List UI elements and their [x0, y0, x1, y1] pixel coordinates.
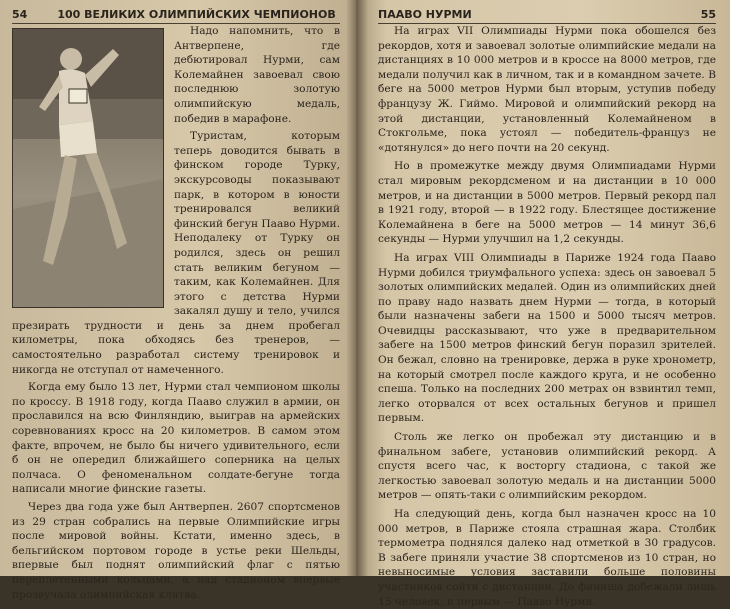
left-page: [0, 0, 356, 601]
runner-photo: [12, 28, 164, 308]
right-paragraph-5: На следующий день, когда был назначен кросс на 10 000 метров, в Париже стояла страшная жара. Столбик термометра поднялся далеко над отметкой в 30 градусов. В забеге приняли участие 38 спортсменов из 10 стран, но невыносимые условия заставили больше половины участников сойти с дистанции. До финиша добежали лишь 15 человек, и первым — Пааво Нурми.: [378, 508, 716, 608]
right-paragraph-4: Столь же легко он пробежал эту дистанцию и в финальном забеге, установив олимпийский рекорд. А спустя всего час, к восторгу стадиона, с такой же легкостью завоевал золотую медаль и на дистанции 5000 метров — опять-таки с олимпийским рекордом.: [378, 431, 716, 502]
left-paragraph-2: Туристам, которым теперь доводится бывать в финском городе Турку, экскурсоводы показывают парк, в котором в юности тренировался великий финский бегун Пааво Нурми. Неподалеку от Турку он родился, здесь он решил стать великим бегуном — таким, как Колемайнен. Для этого с детства Нурми закалял душу и тело, учился презирать трудности и день за днем пробегал километры, пока обходясь без тренеров, — самостоятельно разработал систему тренировок и никогда не отступал от намеченного.: [12, 130, 340, 376]
runner-photo-illustration: [13, 29, 163, 307]
right-page-number: 55: [700, 8, 716, 21]
left-running-header: [12, 2, 340, 24]
right-paragraph-2: Но в промежутке между двумя Олимпиадами Нурми стал мировым рекордсменом и на дистанции в 10 000 метров, и на дистанции в 5000 метров. Первый рекорд пал в 1921 году, второй — в 1922 году. Блестящее достижение Колемайнена в беге на 5000 метров — 14 минут 36,6 секунды — Нурми улучшил на 1,2 секунды.: [378, 160, 716, 246]
right-running-head: ПААВО НУРМИ: [378, 8, 472, 21]
left-running-head: 100 ВЕЛИКИХ ОЛИМПИЙСКИХ ЧЕМПИОНОВ: [57, 8, 336, 21]
right-page: [356, 0, 730, 608]
left-paragraph-1: Надо напомнить, что в Антверпене, где дебютировал Нурми, сам Колемайнен завоевал свою последнюю золотую олимпийскую медаль, победив в марафоне.: [174, 25, 340, 125]
left-body-text: [12, 24, 340, 602]
left-page-number: 54: [12, 8, 28, 21]
left-paragraph-4: Через два года уже был Антверпен. 2607 спортсменов из 29 стран собрались на первые Олимпийские игры после мировой войны. Кстати, именно здесь, в бельгийском портовом городе в устье реки Шельды, впервые был поднят олимпийский флаг с пятью переплетенными кольцами, а над стадионом впервые прозвучала олимпийская клятва.: [12, 501, 340, 601]
book-gutter: [346, 0, 368, 576]
left-paragraph-3: Когда ему было 13 лет, Нурми стал чемпионом школы по кроссу. В 1918 году, когда Пааво служил в армии, он прославился на всю Финляндию, выиграв на армейских соревнованиях кросс на 20 километров. В самом этом факте, впрочем, не было бы ничего удивительного, если б он не опередил ближайшего соперника на целых полчаса. О феноменальном солдате-бегуне тогда написали многие финские газеты.: [12, 381, 340, 496]
right-paragraph-1: На играх VII Олимпиады Нурми пока обошелся без рекордов, хотя и завоевал золотые олимпийские медали на дистанциях в 10 000 метров и в кроссе на 8000 метров, где медали получил как в личном, так и в командном зачете. В беге на 5000 метров Нурми был вторым, уступив победу французу Ж. Гиймо. Мировой и олимпийский рекорд на этой дистанции, установленный Колемайненом в Стокгольме, пока устоял — победитель-француз не «дотянулся» до него почти на 20 секунд.: [378, 25, 716, 154]
right-paragraph-3: На играх VIII Олимпиады в Париже 1924 года Пааво Нурми добился триумфального успеха: здесь он завоевал 5 золотых олимпийских медалей. Один из олимпийских дней по праву надо назвать днем Нурми — тогда, в который были назначены забеги на 1500 и 5000 тысяч метров. Очевидцы рассказывают, что уже в предварительном забеге на 1500 метров финский бегун поразил зрителей. Он бежал, словно на тренировке, держа в руке хронометр, на который смотрел после каждого круга, и не особенно спеша. Только на последних 200 метрах он взвинтил темп, легко оторвался от всех остальных бегунов и пришел первым.: [378, 251, 716, 425]
right-running-header: [378, 2, 716, 24]
right-body-text: [378, 24, 716, 609]
